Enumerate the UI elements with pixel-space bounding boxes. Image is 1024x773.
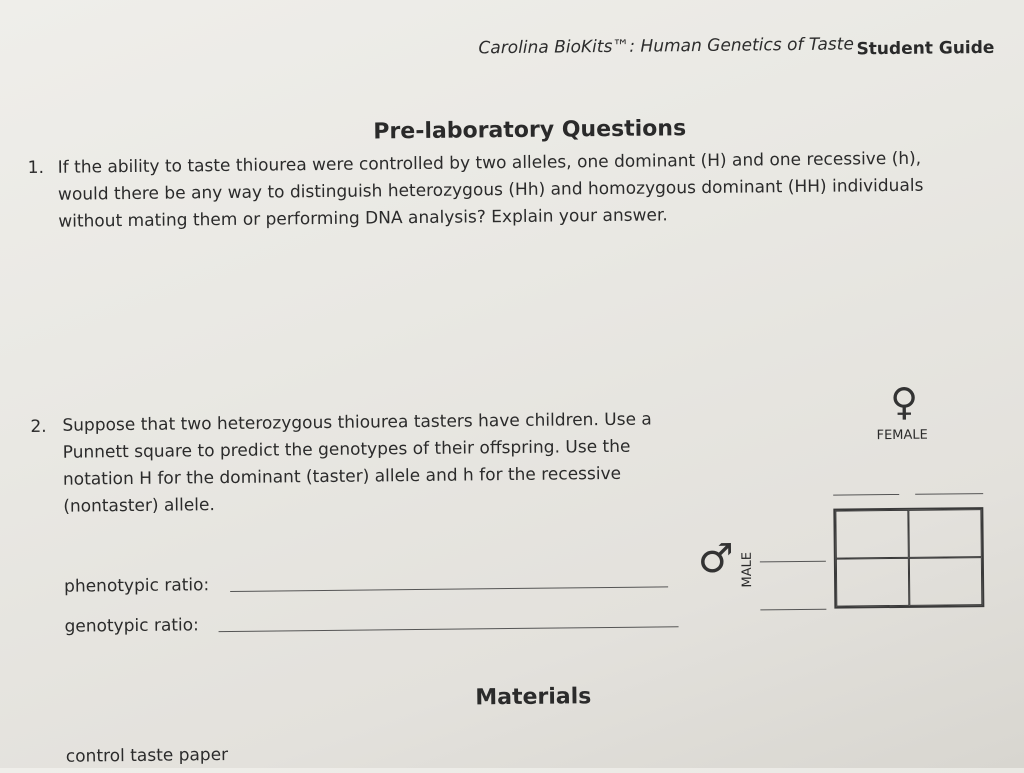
materials-item: control taste paper (65, 744, 229, 767)
question-1-line: would there be any way to distinguish heterozygous (Hh) and homozygous dominant (HH) individuals (57, 175, 924, 205)
question-2-line: (nontaster) allele. (63, 495, 215, 517)
punnett-cell[interactable] (836, 558, 909, 607)
kit-title: Carolina BioKits™: Human Genetics of Taste (478, 34, 854, 59)
question-1-line: If the ability to taste thiourea were controlled by two alleles, one dominant (H) and one recessive (h), (57, 148, 922, 178)
female-allele-blank-1[interactable] (833, 494, 899, 496)
question-2-line: Punnett square to predict the genotypes of their offspring. Use the (62, 436, 631, 463)
question-1-line: without mating them or performing DNA analysis? Explain your answer. (58, 205, 668, 232)
phenotypic-ratio-label: phenotypic ratio: (63, 575, 210, 597)
section-title: Pre-laboratory Questions (373, 116, 687, 145)
guide-label: Student Guide (856, 37, 995, 60)
female-label: FEMALE (876, 427, 928, 444)
male-symbol-icon: ♂ (697, 535, 734, 583)
punnett-cell[interactable] (908, 509, 981, 558)
question-2-text (62, 407, 653, 521)
question-2-line: notation H for the dominant (taster) allele and h for the recessive (62, 463, 622, 490)
question-2-line: Suppose that two heterozygous thiourea tasters have children. Use a (62, 409, 652, 436)
phenotypic-ratio-answer-line[interactable] (230, 586, 668, 592)
genotypic-ratio-label: genotypic ratio: (64, 615, 199, 637)
question-1-number: 1. (27, 157, 45, 179)
male-label: MALE (739, 551, 756, 588)
female-allele-blank-2[interactable] (915, 493, 983, 495)
materials-title: Materials (475, 684, 592, 711)
male-allele-blank-1[interactable] (760, 561, 826, 563)
question-2-number: 2. (30, 416, 47, 438)
question-1-text (58, 146, 924, 236)
punnett-square (833, 507, 984, 609)
male-allele-blank-2[interactable] (760, 609, 826, 611)
punnett-cell[interactable] (909, 557, 982, 606)
genotypic-ratio-answer-line[interactable] (219, 626, 679, 632)
punnett-cell[interactable] (835, 510, 908, 559)
female-symbol-icon: ♀ (889, 379, 919, 425)
